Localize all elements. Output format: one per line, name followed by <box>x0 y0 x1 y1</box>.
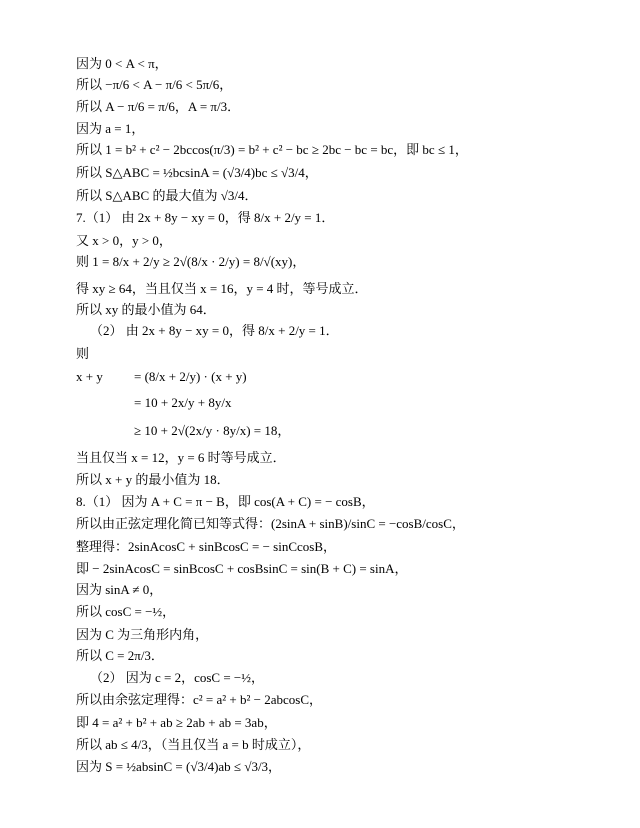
text-line: 又 x > 0，y > 0， <box>76 233 172 248</box>
text-line: 则 1 = 8/x + 2/y ≥ 2√(8/x · 2/y) = 8/√(xy)， <box>76 254 306 269</box>
text-line: 所以 S△ABC 的最大值为 √3/4． <box>76 188 258 203</box>
text-line: 所以 ab ≤ 4/3，（当且仅当 a = b 时成立）， <box>76 737 311 752</box>
text-line: 所以 cosC = −½， <box>76 604 176 619</box>
text-line: 整理得：2sinAcosC + sinBcosC = − sinCcosB， <box>76 539 336 554</box>
text-line: 因为 sinA ≠ 0， <box>76 582 163 597</box>
text-line: 所以 x + y 的最小值为 18． <box>76 472 230 487</box>
text-line: （2） 由 2x + 8y − xy = 0，得 8/x + 2/y = 1． <box>90 323 339 338</box>
text-line: 因为 0 < A < π， <box>76 56 168 71</box>
text-line: 即 − 2sinAcosC = sinBcosC + cosBsinC = sin(B + C) = sinA， <box>76 561 408 576</box>
text-line: 7.（1） 由 2x + 8y − xy = 0，得 8/x + 2/y = 1． <box>76 210 335 225</box>
text-line: 得 xy ≥ 64，当且仅当 x = 16，y = 4 时，等号成立． <box>76 281 368 296</box>
text-line: （2） 因为 c = 2，cosC = −½， <box>90 670 265 685</box>
text-line: 则 <box>76 346 90 361</box>
text-line: 所以 −π/6 < A − π/6 < 5π/6， <box>76 77 233 92</box>
text-line: 所以 xy 的最小值为 64． <box>76 302 216 317</box>
equation-step: ≥ 10 + 2√(2x/y · 8y/x) = 18， <box>134 423 291 438</box>
text-line: 所以 C = 2π/3． <box>76 648 164 663</box>
text-line: 因为 a = 1， <box>76 121 145 136</box>
equation-step: = (8/x + 2/y) · (x + y) <box>134 369 247 384</box>
equation-lhs: x + y <box>76 369 103 384</box>
text-line: 所以 S△ABC = ½bcsinA = (√3/4)bc ≤ √3/4， <box>76 165 318 180</box>
text-line: 即 4 = a² + b² + ab ≥ 2ab + ab = 3ab， <box>76 715 277 730</box>
text-line: 所以 A − π/6 = π/6，A = π/3． <box>76 99 241 114</box>
text-line: 所以由正弦定理化简已知等式得：(2sinA + sinB)/sinC = −cosB/cosC， <box>76 516 465 531</box>
text-line: 8.（1） 因为 A + C = π − B，即 cos(A + C) = − cosB， <box>76 494 375 509</box>
text-line: 所以由余弦定理得：c² = a² + b² − 2abcosC， <box>76 692 322 707</box>
equation-step: = 10 + 2x/y + 8y/x <box>134 395 232 410</box>
text-line: 因为 C 为三角形内角， <box>76 627 209 642</box>
text-line: 所以 1 = b² + c² − 2bccos(π/3) = b² + c² − bc ≥ 2bc − bc = bc，即 bc ≤ 1， <box>76 142 468 157</box>
text-line: 当且仅当 x = 12，y = 6 时等号成立． <box>76 450 286 465</box>
text-line: 因为 S = ½absinC = (√3/4)ab ≤ √3/3， <box>76 759 282 774</box>
